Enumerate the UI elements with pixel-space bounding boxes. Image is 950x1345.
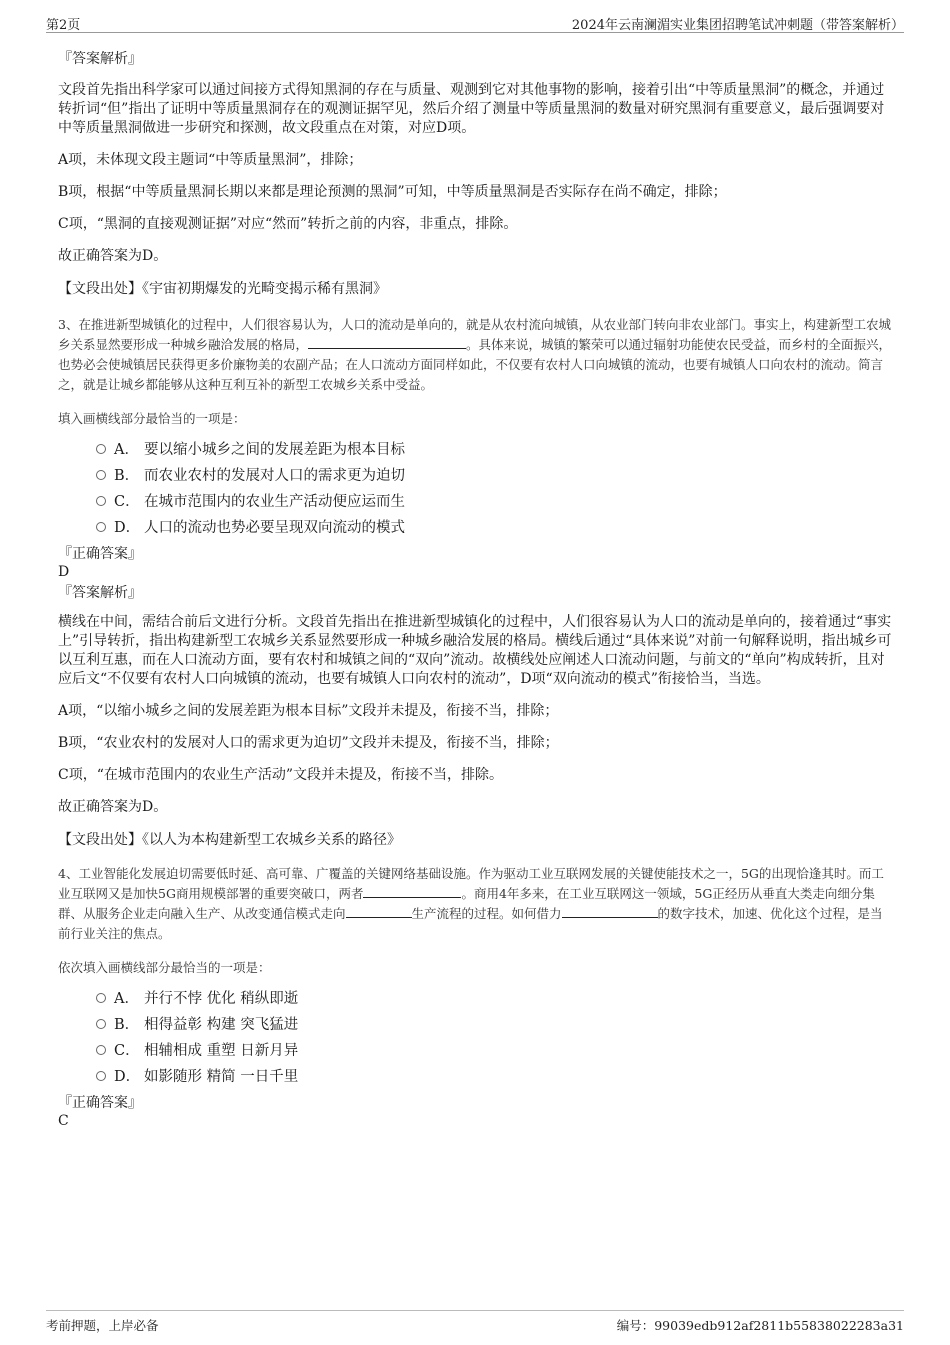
- document-title: 2024年云南澜湄实业集团招聘笔试冲刺题（带答案解析）: [571, 18, 904, 33]
- page-number: 第2页: [46, 18, 81, 33]
- option-text: 而农业农村的发展对人口的需求更为迫切: [144, 468, 405, 484]
- q4-prompt: 依次填入画横线部分最恰当的一项是：: [58, 960, 271, 975]
- q3-stem-before: 3、在推进新型城镇化的过程中，人们很容易认为，人口的流动是单向的，就是从农村流向城镇，从农业部门转向非农业部门。事实上，构建新型工农城乡关系显然要形成一种城乡融洽发展的格局，: [58, 317, 891, 352]
- q3-option-c[interactable]: [96, 489, 892, 515]
- q3-analysis-text: 横线在中间，需结合前后文进行分析。文段首先指出在推进新型城镇化的过程中，人们很容易认为人口的流动是单向的，接着通过“事实上”引导转折，指出构建新型工农城乡关系显然要形成一种城乡融洽发展的格局。横线后通过“具体来说”对前一句解释说明，指出城乡可以互利互惠，而在人口流动方面，要有农村和城镇之间的“双向”流动。故横线处应阐述人口流动问题，与前文的“单向”构成转折，且对应后文“不仅要有农村人口向城镇的流动，也要有城镇人口向农村的流动”，D项“双向流动的模式”衔接恰当，当选。: [58, 614, 892, 687]
- q3-prompt: 填入画横线部分最恰当的一项是：: [58, 411, 246, 426]
- q4-options: [58, 986, 892, 1090]
- q2-analysis-label: 『答案解析』: [58, 51, 142, 67]
- q2-option-c-analysis: C项，“黑洞的直接观测证据”对应“然而”转折之前的内容，非重点，排除。: [58, 216, 518, 232]
- option-text: 相辅相成 重塑 日新月异: [144, 1043, 299, 1059]
- q4-blank-2: [346, 905, 412, 918]
- radio-icon[interactable]: [96, 993, 106, 1003]
- q3-option-c-analysis: C项，“在城市范围内的农业生产活动”文段并未提及，衔接不当，排除。: [58, 767, 504, 783]
- option-text: 在城市范围内的农业生产活动便应运而生: [144, 494, 405, 510]
- q4-stem: [58, 864, 892, 944]
- q3-answer: D: [58, 564, 70, 580]
- page-footer: [46, 1310, 904, 1335]
- q3-stem: [58, 315, 892, 395]
- option-text: 要以缩小城乡之间的发展差距为根本目标: [144, 442, 405, 458]
- radio-icon[interactable]: [96, 1045, 106, 1055]
- q4-stem-part-3: 生产流程的过程。如何借力: [411, 906, 562, 921]
- q3-stem-after: 。具体来说，城镇的繁荣可以通过辐射功能使农民受益，而乡村的全面振兴，也势必会使城镇居民获得更多价廉物美的农副产品；在人口流动方面同样如此，不仅要有农村人口向城镇的流动，也要有城镇人口向农村的流动。简言之，就是让城乡都能够从这种互利互补的新型工农城乡关系中受益。: [58, 337, 892, 392]
- option-letter: B．: [114, 1017, 140, 1033]
- q3-option-a-analysis: A项，“以缩小城乡之间的发展差距为根本目标”文段并未提及，衔接不当，排除；: [58, 703, 559, 719]
- option-letter: C．: [114, 494, 140, 510]
- q3-answer-label: 『正确答案』: [58, 546, 142, 562]
- q3-option-a[interactable]: [96, 437, 892, 463]
- radio-icon[interactable]: [96, 1019, 106, 1029]
- option-letter: A．: [114, 442, 139, 458]
- option-letter: A．: [114, 991, 139, 1007]
- q2-option-a-analysis: A项，未体现文段主题词“中等质量黑洞”，排除；: [58, 152, 363, 168]
- radio-icon[interactable]: [96, 1071, 106, 1081]
- option-text: 并行不悖 优化 稍纵即逝: [144, 991, 299, 1007]
- document-id: 编号：99039edb912af2811b55838022283a31: [616, 1318, 904, 1333]
- q4-stem-part-2: 。商用4年多来，在工业互联网这一领域，5G正经历从垂直大类走向细分集群、从服务企业走向融入生产、从改变通信模式走向: [58, 886, 875, 921]
- q4-option-d[interactable]: [96, 1064, 892, 1090]
- q4-option-a[interactable]: [96, 986, 892, 1012]
- radio-icon[interactable]: [96, 522, 106, 532]
- q3-conclusion: 故正确答案为D。: [58, 799, 168, 815]
- option-letter: D．: [114, 1069, 141, 1085]
- q4-answer: C: [58, 1113, 69, 1129]
- q4-option-c[interactable]: [96, 1038, 892, 1064]
- q4-blank-3: [562, 905, 658, 918]
- option-letter: C．: [114, 1043, 140, 1059]
- q4-stem-part-4: 的数字技术，加速、优化这个过程，是当前行业关注的焦点。: [58, 906, 883, 941]
- q2-source: 【文段出处】《宇宙初期爆发的光畸变揭示稀有黑洞》: [58, 281, 387, 297]
- q4-stem-part-1: 4、工业智能化发展迫切需要低时延、高可靠、广覆盖的关键网络基础设施。作为驱动工业互联网发展的关键使能技术之一，5G的出现恰逢其时。而工业互联网又是加快5G商用规模部署的重要突破口，两者: [58, 866, 884, 901]
- radio-icon[interactable]: [96, 444, 106, 454]
- option-letter: D．: [114, 520, 141, 536]
- q3-option-b-analysis: B项，“农业农村的发展对人口的需求更为迫切”文段并未提及，衔接不当，排除；: [58, 735, 559, 751]
- option-text: 相得益彰 构建 突飞猛进: [144, 1017, 299, 1033]
- q4-blank-1: [363, 885, 461, 898]
- q3-analysis-label: 『答案解析』: [58, 585, 142, 601]
- q3-option-b[interactable]: [96, 463, 892, 489]
- option-text: 如影随形 精简 一日千里: [144, 1069, 299, 1085]
- option-letter: B．: [114, 468, 140, 484]
- page-header: [46, 12, 904, 33]
- q4-answer-label: 『正确答案』: [58, 1095, 142, 1111]
- q2-option-b-analysis: B项，根据“中等质量黑洞长期以来都是理论预测的黑洞”可知，中等质量黑洞是否实际存在尚不确定，排除；: [58, 184, 727, 200]
- option-text: 人口的流动也势必要呈现双向流动的模式: [144, 520, 405, 536]
- q2-analysis-text: 文段首先指出科学家可以通过间接方式得知黑洞的存在与质量、观测到它对其他事物的影响，接着引出“中等质量黑洞”的概念，并通过转折词“但”指出了证明中等质量黑洞存在的观测证据罕见，然后介绍了测量中等质量黑洞的数量对研究黑洞有重要意义，最后强调要对中等质量黑洞做进一步研究和探测，故文段重点在对策，对应D项。: [58, 82, 885, 136]
- q2-conclusion: 故正确答案为D。: [58, 248, 168, 264]
- q3-source: 【文段出处】《以人为本构建新型工农城乡关系的路径》: [58, 832, 401, 848]
- document-body: [58, 44, 892, 1129]
- radio-icon[interactable]: [96, 470, 106, 480]
- footer-slogan: 考前押题，上岸必备: [46, 1318, 159, 1333]
- q3-option-d[interactable]: [96, 515, 892, 541]
- radio-icon[interactable]: [96, 496, 106, 506]
- q3-blank: [308, 336, 466, 349]
- q4-option-b[interactable]: [96, 1012, 892, 1038]
- q3-options: [58, 437, 892, 541]
